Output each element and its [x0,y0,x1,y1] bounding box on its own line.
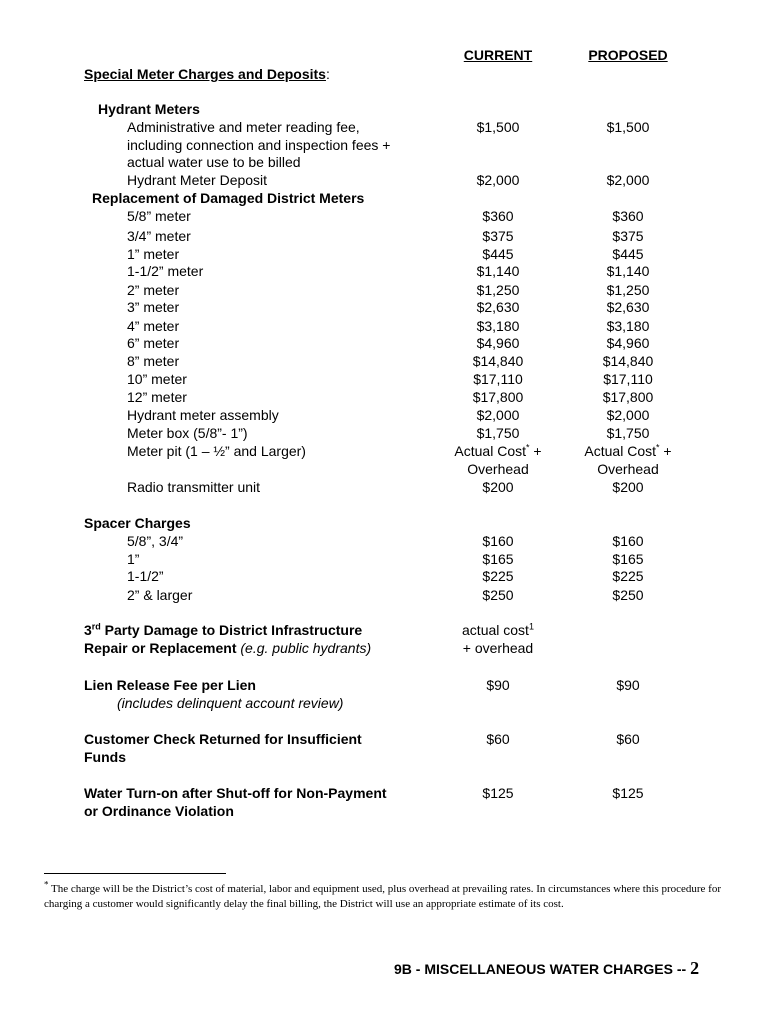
radio-transmitter-proposed: $200 [612,479,644,495]
lien-release-note: (includes delinquent account review) [117,695,344,711]
damaged-row-current: $14,840 [472,353,524,369]
proposed-column-header: PROPOSED [588,47,668,63]
third-party-current-line-2: + overhead [462,640,534,656]
damaged-row-current: $4,960 [476,335,520,351]
third-party-current-text: actual cost [462,622,529,638]
hydrant-meters-heading: Hydrant Meters [98,101,200,117]
damaged-row-proposed: $4,960 [606,335,650,351]
hydrant-admin-line-2: including connection and inspection fees + [127,137,391,153]
spacer-row-proposed: $250 [612,587,644,603]
meter-pit-current-line-1 [440,443,556,460]
water-turnon-proposed: $125 [612,785,644,801]
section-title-text: Special Meter Charges and Deposits [84,66,326,82]
damaged-row-label: 8” meter [127,353,180,369]
damaged-row-proposed: $360 [612,208,644,224]
spacer-row-current: $250 [482,587,514,603]
damaged-row-current: $1,250 [476,282,520,298]
damaged-row-label: Meter box (5/8”- 1”) [127,425,248,441]
third-party-sup: rd [91,621,101,632]
page-footer-title: 9B - MISCELLANEOUS WATER CHARGES -- [394,961,691,977]
spacer-row-label: 2” & larger [127,587,193,603]
damaged-row-label: 12” meter [127,389,187,405]
damaged-row-proposed: $2,000 [606,407,650,423]
water-turnon-line-2: or Ordinance Violation [84,803,234,819]
footnote-separator [44,873,226,874]
spacer-row-label: 5/8”, 3/4” [127,533,184,549]
damaged-row-proposed: $2,630 [606,299,650,315]
damaged-row-label: 1” meter [127,246,180,262]
section-title-colon: : [325,66,330,82]
hydrant-deposit-proposed: $2,000 [606,172,650,188]
lien-release-heading: Lien Release Fee per Lien [84,677,256,693]
damaged-row-current: $2,630 [476,299,520,315]
spacer-row-label: 1-1/2” [127,568,164,584]
damaged-row-label: 4” meter [127,318,180,334]
damaged-row-proposed: $1,140 [606,263,650,279]
spacer-row-proposed: $225 [612,568,644,584]
damaged-row-current: $17,110 [473,371,523,387]
damaged-row-label: 6” meter [127,335,180,351]
third-party-repair: Repair or Replacement [84,640,237,656]
damaged-row-current: $360 [482,208,514,224]
damaged-row-current: $445 [482,246,514,262]
meter-pit-current-text: Actual Cost [454,443,526,459]
spacer-row-current: $225 [482,568,514,584]
footnote-ref: 1 [528,621,534,632]
damaged-row-label: 3” meter [127,299,180,315]
spacer-row-proposed: $160 [612,533,644,549]
meter-pit-label: Meter pit (1 – ½” and Larger) [127,443,306,459]
radio-transmitter-label: Radio transmitter unit [127,479,261,495]
lien-release-proposed: $90 [616,677,640,693]
hydrant-admin-line-3: actual water use to be billed [127,154,301,170]
damaged-meters-heading: Replacement of Damaged District Meters [92,190,365,206]
third-party-current-line-1 [440,622,556,639]
damaged-row-proposed: $1,250 [606,282,650,298]
damaged-row-proposed: $375 [612,228,644,244]
meter-pit-proposed-line-1 [570,443,686,460]
damaged-row-label: 10” meter [127,371,187,387]
section-title [84,66,330,83]
footnote-marker: * [526,442,530,453]
current-column-header: CURRENT [463,47,533,63]
meter-pit-current-line-2: Overhead [467,461,529,477]
check-returned-line-1: Customer Check Returned for Insufficient [84,731,362,747]
meter-pit-proposed-text: Actual Cost [584,443,656,459]
damaged-row-label: 1-1/2” meter [127,263,204,279]
damaged-row-proposed: $17,110 [603,371,653,387]
check-returned-proposed: $60 [616,731,640,747]
third-party-rest: Party Damage to District Infrastructure [100,622,363,638]
damaged-row-proposed: $3,180 [606,318,650,334]
lien-release-current: $90 [486,677,510,693]
check-returned-line-2: Funds [84,749,126,765]
hydrant-deposit-current: $2,000 [476,172,520,188]
damaged-row-proposed: $17,800 [602,389,654,405]
page-number: 2 [690,958,700,978]
hydrant-deposit-label: Hydrant Meter Deposit [127,172,268,188]
meter-pit-proposed-line-2: Overhead [597,461,659,477]
damaged-row-current: $1,140 [476,263,520,279]
damaged-row-label: 5/8” meter [127,208,191,224]
damaged-row-label: Hydrant meter assembly [127,407,279,423]
water-turnon-current: $125 [482,785,514,801]
page-footer [394,957,734,980]
damaged-row-current: $3,180 [476,318,520,334]
footnote [44,879,724,912]
meter-pit-current-plus: + [529,443,542,459]
hydrant-admin-line-1: Administrative and meter reading fee, [127,119,360,135]
footnote-mark: * [44,879,49,890]
spacer-row-label: 1” [127,551,140,567]
radio-transmitter-current: $200 [482,479,514,495]
third-party-heading-line-2 [84,640,371,657]
hydrant-admin-proposed: $1,500 [606,119,650,135]
hydrant-admin-current: $1,500 [476,119,520,135]
meter-pit-proposed-plus: + [659,443,672,459]
damaged-row-proposed: $1,750 [606,425,650,441]
spacer-row-proposed: $165 [612,551,644,567]
spacer-row-current: $165 [482,551,514,567]
spacer-charges-heading: Spacer Charges [84,515,191,531]
damaged-row-current: $2,000 [476,407,520,423]
footnote-text: The charge will be the District’s cost of material, labor and equipment used, plus overhead at prevailing rates. In circumstances where this procedure for charging a customer would significantly delay the final billing, the District will use an appropriate estimate of its cost. [44,883,722,910]
damaged-row-proposed: $445 [612,246,644,262]
damaged-row-current: $1,750 [476,425,520,441]
damaged-row-proposed: $14,840 [602,353,654,369]
third-party-num: 3 [84,622,92,638]
damaged-row-current: $17,800 [472,389,524,405]
third-party-example: (e.g. public hydrants) [236,640,372,656]
water-turnon-line-1: Water Turn-on after Shut-off for Non-Payment [84,785,387,801]
spacer-row-current: $160 [482,533,514,549]
third-party-heading-line-1 [84,622,362,639]
damaged-row-current: $375 [482,228,514,244]
damaged-row-label: 3/4” meter [127,228,191,244]
damaged-row-label: 2” meter [127,282,180,298]
footnote-marker: * [656,442,660,453]
check-returned-current: $60 [486,731,510,747]
